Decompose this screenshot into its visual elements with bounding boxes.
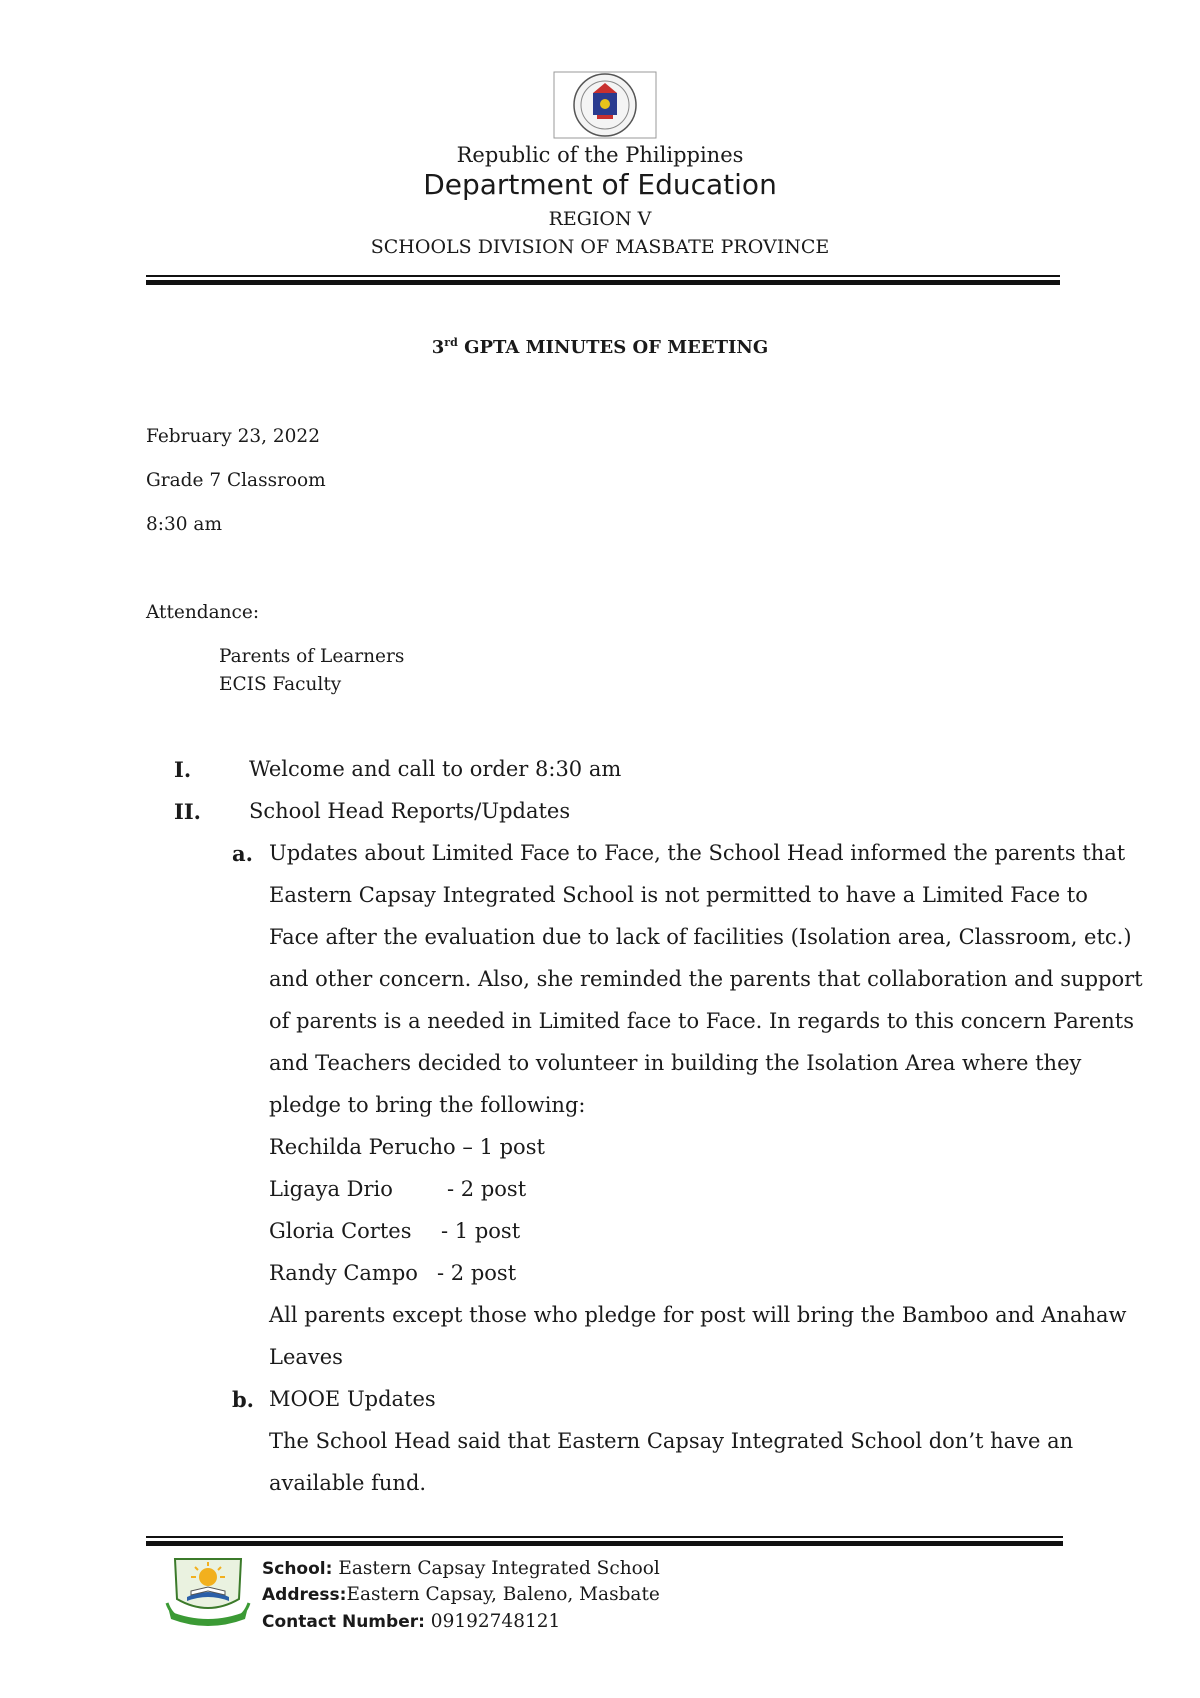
footer-address-label: Address:: [262, 1585, 347, 1605]
footer-school: [262, 1558, 660, 1579]
title-ordinal-suffix: rd: [444, 336, 458, 349]
header-department: Department of Education: [423, 168, 777, 201]
school-logo-icon: [165, 1553, 251, 1633]
pledge-item: 1 post: [479, 1135, 545, 1159]
pledge-item: 2 post: [450, 1261, 517, 1285]
footer-divider: [146, 1536, 1063, 1546]
pledge-separator: –: [462, 1135, 473, 1159]
paragraph-line: Updates about Limited Face to Face, the School Head informed the parents that: [269, 841, 1126, 865]
pledge-row: [269, 1135, 545, 1159]
attendance-label: Attendance:: [146, 602, 260, 623]
paragraph-line: Face after the evaluation due to lack of facilities (Isolation area, Classroom, etc.): [269, 925, 1132, 949]
agenda-numeral: I.: [174, 757, 192, 782]
meeting-date: February 23, 2022: [146, 426, 320, 447]
header-divider: [146, 275, 1060, 285]
subitem-heading: MOOE Updates: [269, 1387, 436, 1411]
meeting-venue: Grade 7 Classroom: [146, 470, 326, 491]
agenda-item-text: School Head Reports/Updates: [249, 799, 571, 823]
paragraph-line: and Teachers decided to volunteer in building the Isolation Area where they: [269, 1051, 1082, 1075]
pledge-name: Randy Campo: [269, 1261, 418, 1285]
paragraph-line: pledge to bring the following:: [269, 1093, 586, 1117]
title-ordinal-number: 3: [431, 337, 445, 358]
subitem-letter: a.: [232, 841, 253, 866]
pledge-name: Ligaya Drio: [269, 1177, 393, 1201]
footer-address: [262, 1584, 660, 1605]
paragraph-line: All parents except those who pledge for post will bring the Bamboo and Anahaw: [269, 1303, 1127, 1327]
pledge-separator: -: [437, 1261, 445, 1285]
pledge-row: [269, 1219, 411, 1243]
footer-school-value: Eastern Capsay Integrated School: [338, 1558, 660, 1579]
pledge-item: 1 post: [454, 1219, 521, 1243]
paragraph-line: of parents is a needed in Limited face to Face. In regards to this concern Parents: [269, 1009, 1134, 1033]
attendee-item: Parents of Learners: [219, 646, 405, 667]
paragraph-line: Leaves: [269, 1345, 343, 1369]
attendee-item: ECIS Faculty: [219, 674, 342, 695]
footer-contact-label: Contact Number:: [262, 1612, 425, 1632]
paragraph-line: and other concern. Also, she reminded the parents that collaboration and support: [269, 967, 1143, 991]
pledge-row: [269, 1261, 418, 1285]
subitem-letter: b.: [232, 1387, 254, 1412]
document-title: [0, 336, 1200, 358]
pledge-item: 2 post: [460, 1177, 527, 1201]
pledge-separator: -: [441, 1219, 449, 1243]
pledge-name: Rechilda Perucho: [269, 1135, 456, 1159]
pledge-amount: [441, 1219, 520, 1243]
pledge-amount: [437, 1261, 516, 1285]
header-republic: Republic of the Philippines: [456, 143, 744, 167]
deped-seal-icon: [553, 71, 657, 139]
agenda-numeral: II.: [174, 799, 201, 824]
footer-contact-value: 09192748121: [430, 1611, 561, 1632]
pledge-separator: -: [447, 1177, 455, 1201]
footer-contact: [262, 1611, 560, 1632]
header-region: REGION V: [548, 208, 652, 230]
title-text: GPTA MINUTES OF MEETING: [464, 337, 769, 358]
pledge-name: Gloria Cortes: [269, 1219, 412, 1243]
paragraph-line: available fund.: [269, 1471, 427, 1495]
meeting-time: 8:30 am: [146, 514, 222, 535]
header-division: SCHOOLS DIVISION OF MASBATE PROVINCE: [370, 236, 830, 258]
agenda-item-text: Welcome and call to order 8:30 am: [249, 757, 622, 781]
footer-address-value: Eastern Capsay, Baleno, Masbate: [346, 1584, 660, 1605]
pledge-row: [269, 1177, 393, 1201]
footer-school-label: School:: [262, 1559, 333, 1579]
paragraph-line: The School Head said that Eastern Capsay Integrated School don’t have an: [269, 1429, 1074, 1453]
pledge-amount: [447, 1177, 526, 1201]
paragraph-line: Eastern Capsay Integrated School is not permitted to have a Limited Face to: [269, 883, 1088, 907]
